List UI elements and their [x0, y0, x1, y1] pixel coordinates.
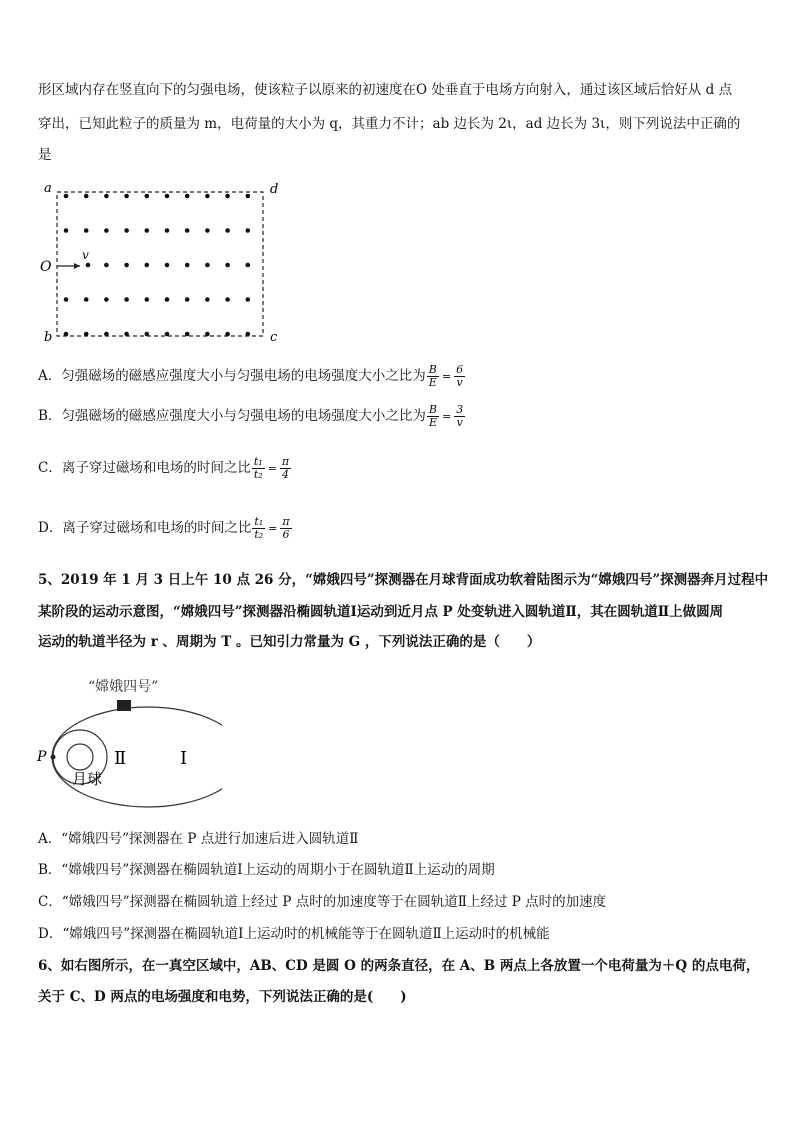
- q4-text-line-3: 是: [38, 147, 52, 163]
- field-dot: [246, 194, 251, 199]
- corner-label-a: a: [44, 181, 52, 196]
- field-dot: [205, 297, 210, 302]
- q4-option-c: [38, 456, 292, 481]
- corner-label-c: c: [270, 330, 278, 345]
- frac-den: t₂: [253, 468, 263, 481]
- field-dot: [84, 228, 89, 233]
- option-text: D．离子穿过磁场和电场的时间之比: [38, 520, 252, 536]
- field-dot: [185, 332, 190, 337]
- q4-option-d: [38, 516, 293, 541]
- frac-den: v: [456, 416, 463, 429]
- field-dot: [185, 228, 190, 233]
- field-region-figure: [36, 176, 286, 346]
- field-dot: [64, 194, 69, 199]
- q4-option-b: [38, 404, 466, 429]
- orbit-figure: [32, 672, 222, 812]
- field-dot: [205, 194, 210, 199]
- corner-label-d: d: [270, 182, 279, 197]
- field-dot: [225, 194, 230, 199]
- field-dot: [84, 194, 89, 199]
- frac-den: v: [456, 376, 463, 389]
- q4-text-line-2: 穿出，已知此粒子的质量为 m，电荷量的大小为 q，其重力不计；ab 边长为 2ι，ad 边长为 3ι，则下列说法中正确的: [38, 116, 741, 132]
- point-P-marker: [51, 755, 56, 760]
- label-moon: 月球: [72, 770, 103, 788]
- field-dot: [124, 297, 129, 302]
- field-dot: [124, 228, 129, 233]
- field-dot: [246, 228, 251, 233]
- q5-option-b: B．“嫦娥四号”探测器在椭圆轨道Ⅰ上运动的周期小于在圆轨道Ⅱ上运动的周期: [38, 862, 495, 878]
- corner-label-b: b: [44, 330, 53, 345]
- field-dot: [225, 228, 230, 233]
- frac-num: B: [428, 363, 437, 376]
- frac-num: π: [281, 455, 290, 468]
- option-text: C．离子穿过磁场和电场的时间之比: [38, 460, 251, 476]
- entry-label-O: O: [40, 259, 52, 275]
- field-dot: [64, 332, 69, 337]
- field-dot: [246, 297, 251, 302]
- field-dot: [124, 263, 129, 268]
- field-dot: [185, 263, 190, 268]
- frac-num: B: [428, 403, 438, 416]
- field-dot: [185, 297, 190, 302]
- equals-sign: =: [267, 462, 277, 475]
- field-dot: [165, 194, 170, 199]
- field-dot: [165, 332, 170, 337]
- label-orbit-I: Ⅰ: [180, 748, 188, 769]
- option-text: B．匀强磁场的磁感应强度大小与匀强电场的电场强度大小之比为: [38, 408, 426, 424]
- field-dot: [104, 194, 109, 199]
- field-dot: [64, 297, 69, 302]
- field-dot: [145, 297, 150, 302]
- field-dot: [145, 228, 150, 233]
- field-dot: [205, 263, 210, 268]
- frac-num: 3: [456, 403, 464, 416]
- q5-option-d: D．“嫦娥四号”探测器在椭圆轨道Ⅰ上运动时的机械能等于在圆轨道Ⅱ上运动时的机械能: [38, 926, 550, 942]
- field-dot: [145, 263, 150, 268]
- velocity-label-v: v: [82, 248, 89, 262]
- field-dot: [84, 332, 89, 337]
- field-dot: [124, 332, 129, 337]
- field-dot: [145, 194, 150, 199]
- q5-option-a: A．“嫦娥四号”探测器在 P 点进行加速后进入圆轨道Ⅱ: [38, 831, 359, 847]
- q4-option-a: [38, 364, 466, 389]
- field-dot: [86, 263, 91, 268]
- field-dot: [205, 332, 210, 337]
- q5-text-line-1: 5、2019 年 1 月 3 日上午 10 点 26 分，“嫦娥四号”探测器在月球背面成功软着陆图示为“嫦娥四号”探测器奔月过程中: [38, 572, 769, 588]
- q4-text-line-1: 形区域内存在竖直向下的匀强电场，使该粒子以原来的初速度在O 处垂直于电场方向射入，通过该区域后恰好从 d 点: [38, 82, 733, 98]
- q5-text-line-2: 某阶段的运动示意图，“嫦娥四号”探测器沿椭圆轨道Ⅰ运动到近月点 P 处变轨进入圆轨道Ⅱ，其在圆轨道Ⅱ上做圆周: [38, 604, 724, 620]
- frac-den: E: [428, 376, 437, 389]
- field-dot: [84, 297, 89, 302]
- field-dot: [165, 263, 170, 268]
- field-dot: [165, 228, 170, 233]
- frac-num: 6: [456, 363, 464, 376]
- frac-den: 6: [282, 528, 290, 541]
- equals-sign: =: [268, 522, 278, 535]
- equals-sign: =: [442, 410, 452, 423]
- probe-label: “嫦娥四号”: [88, 679, 159, 695]
- frac-num: t₁: [253, 455, 263, 468]
- field-dot: [185, 194, 190, 199]
- field-dot: [246, 332, 251, 337]
- velocity-arrowhead: [74, 263, 80, 269]
- field-dot: [64, 228, 69, 233]
- field-dot: [225, 263, 230, 268]
- probe-icon: [117, 700, 131, 711]
- q5-text-line-3: 运动的轨道半径为 r 、周期为 T 。已知引力常量为 G ，下列说法正确的是（ ）: [38, 634, 541, 650]
- option-text: A．匀强磁场的磁感应强度大小与匀强电场的电场强度大小之比为: [38, 368, 426, 384]
- magnetic-field-dots: [64, 194, 250, 337]
- frac-num: t₁: [254, 515, 264, 528]
- field-dot: [104, 297, 109, 302]
- frac-num: π: [282, 515, 290, 528]
- field-dot: [104, 263, 109, 268]
- q6-text-line-2: 关于 C、D 两点的电场强度和电势，下列说法正确的是( ): [38, 989, 407, 1005]
- moon-icon: [67, 744, 93, 770]
- field-dot: [145, 332, 150, 337]
- equals-sign: =: [441, 370, 452, 383]
- frac-den: t₂: [254, 528, 264, 541]
- frac-den: 4: [282, 468, 290, 481]
- field-dot: [104, 228, 109, 233]
- field-dot: [225, 332, 230, 337]
- q5-option-c: C．“嫦娥四号”探测器在椭圆轨道上经过 P 点时的加速度等于在圆轨道Ⅱ上经过 P 点时的加速度: [38, 894, 607, 910]
- field-dot: [165, 297, 170, 302]
- frac-den: E: [428, 416, 437, 429]
- field-dot: [104, 332, 109, 337]
- field-dot: [246, 263, 251, 268]
- field-dot: [225, 297, 230, 302]
- label-P: P: [37, 749, 47, 765]
- field-dot: [205, 228, 210, 233]
- elliptical-orbit-I: [52, 707, 222, 807]
- label-orbit-II: Ⅱ: [114, 748, 127, 769]
- field-dot: [124, 194, 129, 199]
- q6-text-line-1: 6、如右图所示，在一真空区域中，AB、CD 是圆 O 的两条直径，在 A、B 两点上各放置一个电荷量为＋Q 的点电荷，: [38, 958, 760, 974]
